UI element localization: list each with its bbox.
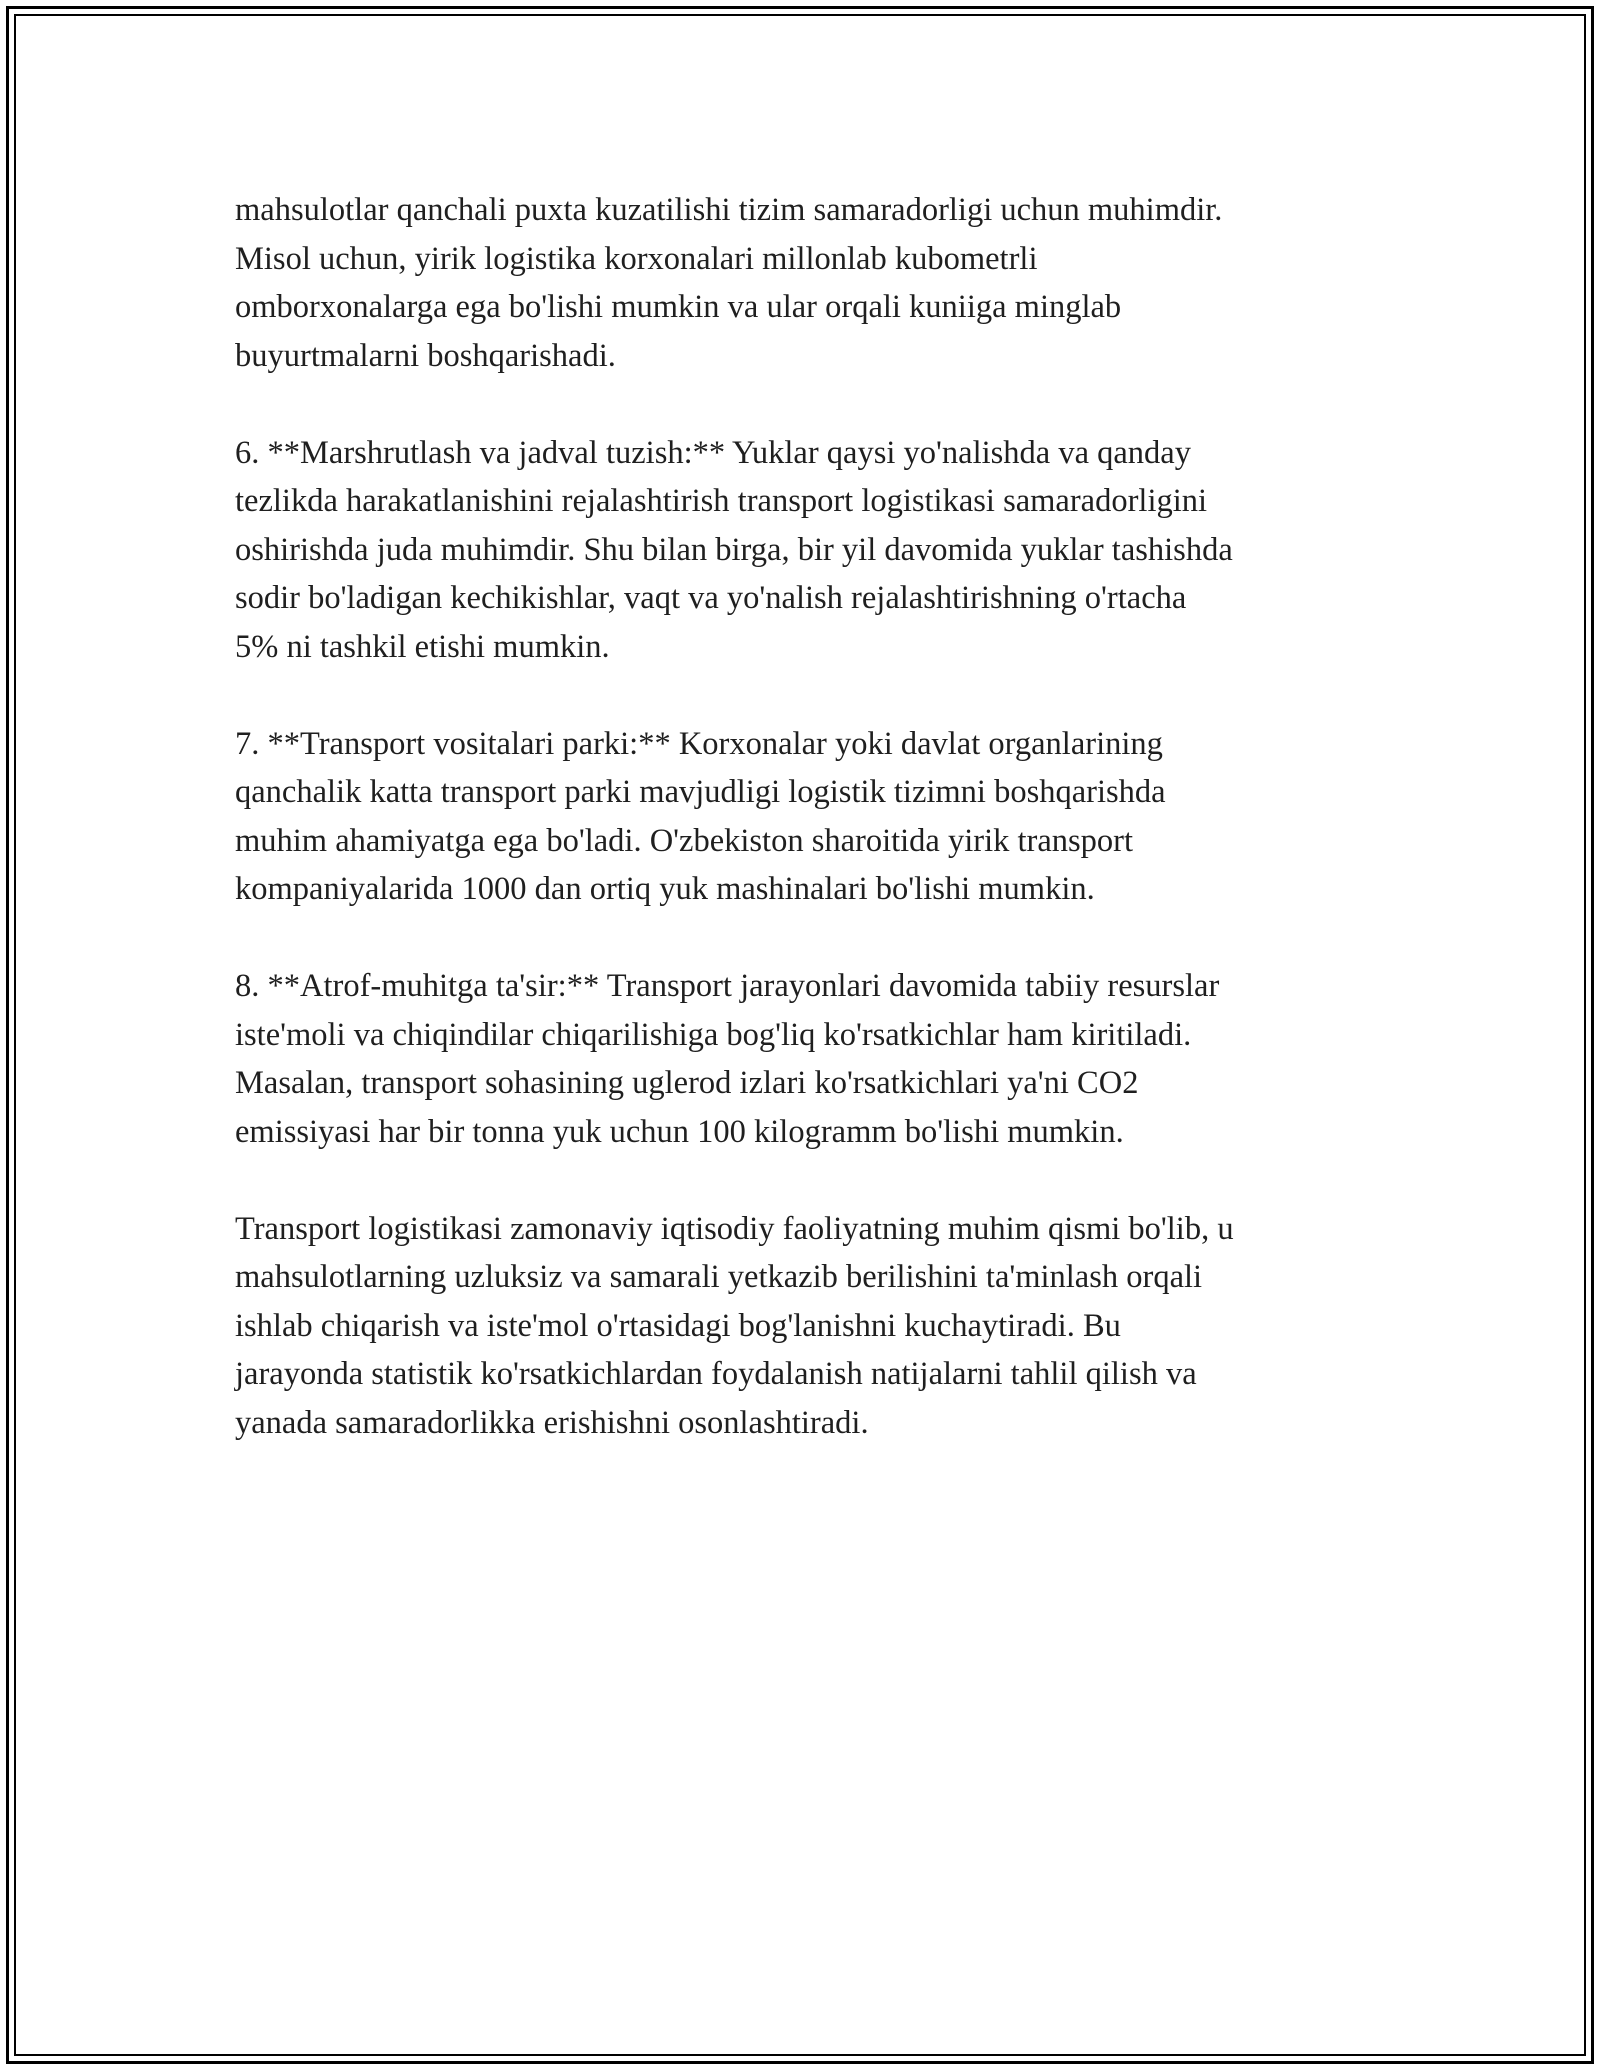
text-line: sodir bo'ladigan kechikishlar, vaqt va yo'nalish rejalashtirishning o'rtacha <box>235 580 1187 616</box>
text-line: qanchalik katta transport parki mavjudligi logistik tizimni boshqarishda <box>235 774 1166 810</box>
text-line: oshirishda juda muhimdir. Shu bilan birga, bir yil davomida yuklar tashishda <box>235 531 1233 568</box>
text-line: kompaniyalarida 1000 dan ortiq yuk mashinalari bo'lishi mumkin. <box>235 871 1095 907</box>
text-line: emissiyasi har bir tonna yuk uchun 100 kilogramm bo'lishi mumkin. <box>235 1113 1124 1150</box>
text-line: yanada samaradorlikka erishishni osonlashtiradi. <box>235 1404 869 1441</box>
text-line: 6. **Marshrutlash va jadval tuzish:** Yuklar qaysi yo'nalishda va qanday <box>235 434 1191 471</box>
text-line: mahsulotlarning uzluksiz va samarali yetkazib berilishini ta'minlash orqali <box>235 1259 1203 1295</box>
text-line: Masalan, transport sohasining uglerod izlari ko'rsatkichlari ya'ni CO2 <box>235 1065 1139 1101</box>
text-line: jarayonda statistik ko'rsatkichlardan foydalanish natijalarni tahlil qilish va <box>235 1356 1197 1392</box>
text-line: tezlikda harakatlanishini rejalashtirish transport logistikasi samaradorligini <box>235 483 1208 519</box>
paragraph-warehouse-continued <box>235 186 1385 380</box>
text-line: muhim ahamiyatga ega bo'ladi. O'zbekiston sharoitida yirik transport <box>235 822 1134 859</box>
text-line: omborxonalarga ega bo'lishi mumkin va ular orqali kuniiga minglab <box>235 289 1122 325</box>
text-line: Transport logistikasi zamonaviy iqtisodiy faoliyatning muhim qismi bo'lib, u <box>235 1210 1234 1247</box>
text-line: buyurtmalarni boshqarishadi. <box>235 337 616 374</box>
text-line: 5% ni tashkil etishi mumkin. <box>235 628 610 665</box>
paragraph-vehicle-fleet <box>235 720 1385 914</box>
text-line: ishlab chiqarish va iste'mol o'rtasidagi bog'lanishni kuchaytiradi. Bu <box>235 1307 1121 1344</box>
paragraph-environmental-impact <box>235 962 1385 1156</box>
paragraph-conclusion <box>235 1205 1385 1448</box>
text-line: iste'moli va chiqindilar chiqarilishiga bog'liq ko'rsatkichlar ham kiritiladi. <box>235 1016 1192 1053</box>
text-line: 8. **Atrof-muhitga ta'sir:** Transport jarayonlari davomida tabiiy resurslar <box>235 968 1220 1004</box>
text-line: 7. **Transport vositalari parki:** Korxonalar yoki davlat organlarining <box>235 725 1163 762</box>
paragraph-routing-scheduling <box>235 429 1385 672</box>
document-body <box>235 186 1385 1496</box>
text-line: mahsulotlar qanchali puxta kuzatilishi tizim samaradorligi uchun muhimdir. <box>235 192 1223 228</box>
text-line: Misol uchun, yirik logistika korxonalari millonlab kubometrli <box>235 240 1038 277</box>
